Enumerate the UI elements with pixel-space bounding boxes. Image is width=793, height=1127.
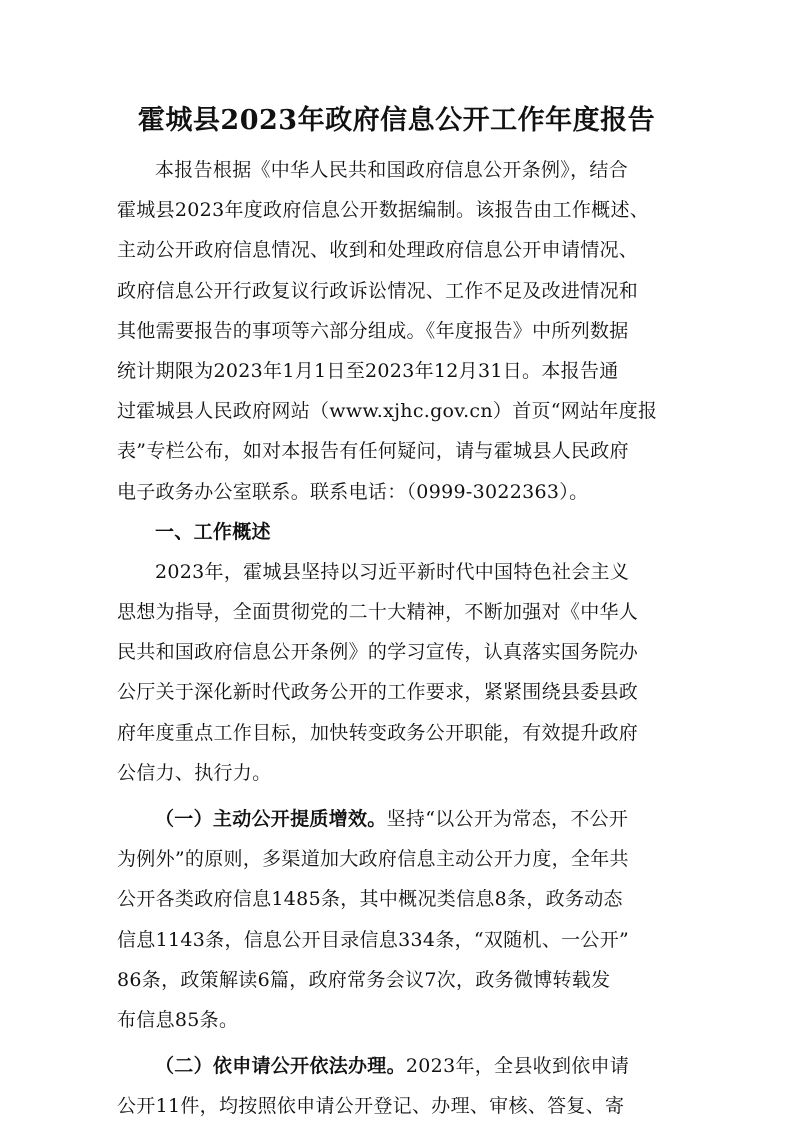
intro-line: 统计期限为2023年1月1日至2023年12月31日。本报告通 (117, 359, 619, 382)
intro-line: 政府信息公开行政复议行政诉讼情况、工作不足及改进情况和 (117, 279, 639, 302)
section1-line: 民共和国政府信息公开条例》的学习宣传，认真落实国务院办 (117, 641, 639, 664)
section1-line: 公厅关于深化新时代政务公开的工作要求，紧紧围绕县委县政 (117, 681, 639, 704)
section-heading: 一、工作概述 (155, 520, 271, 543)
intro-line: 霍城县2023年度政府信息公开数据编制。该报告由工作概述、 (117, 199, 650, 222)
sub2-line: 公开11件，均按照依申请公开登记、办理、审核、答复、寄 (117, 1095, 625, 1118)
intro-line: 电子政务办公室联系。联系电话：（0999-3022363）。 (117, 480, 589, 503)
intro-line: 主动公开政府信息情况、收到和处理政府信息公开申请情况、 (117, 239, 639, 262)
sub2-text: 2023年，全县收到依申请 (405, 1055, 630, 1078)
sub1-line: 86条，政策解读6篇，政府常务会议7次，政务微博转载发 (117, 968, 611, 991)
sub2-first-line (117, 1046, 683, 1086)
section1-line: 公信力、执行力。 (117, 761, 272, 784)
sub1-line: 为例外”的原则，多渠道加大政府信息主动公开力度，全年共 (117, 848, 629, 871)
sub1-text: 坚持“以公开为常态，不公开 (386, 808, 629, 830)
sub1-line: 布信息85条。 (117, 1008, 239, 1031)
page-title: 霍城县2023年政府信息公开工作年度报告 (137, 105, 656, 136)
sub1-line: 信息1143条，信息公开目录信息334条，“双随机、一公开” (117, 928, 630, 951)
intro-line: 其他需要报告的事项等六部分组成。《年度报告》中所列数据 (117, 319, 629, 342)
intro-line: 过霍城县人民政府网站（www.xjhc.gov.cn）首页“网站年度报 (117, 400, 658, 423)
section1-line: 府年度重点工作目标，加快转变政务公开职能，有效提升政府 (117, 721, 639, 744)
section1-line: 思想为指导，全面贯彻党的二十大精神，不断加强对《中华人 (117, 601, 639, 624)
intro-line: 表”专栏公布，如对本报告有任何疑问，请与霍城县人民政府 (117, 440, 629, 463)
intro-line: 本报告根据《中华人民共和国政府信息公开条例》，结合 (155, 159, 629, 181)
sub1-line: 公开各类政府信息1485条，其中概况类信息8条，政务动态 (117, 888, 623, 911)
sub1-heading: （一）主动公开提质增效。 (155, 808, 387, 830)
section1-line: 2023年，霍城县坚持以习近平新时代中国特色社会主义 (155, 560, 630, 583)
sub2-heading: （二）依申请公开依法办理。 (155, 1055, 406, 1078)
document-body (117, 150, 683, 1127)
sub1-first-line (117, 799, 683, 839)
